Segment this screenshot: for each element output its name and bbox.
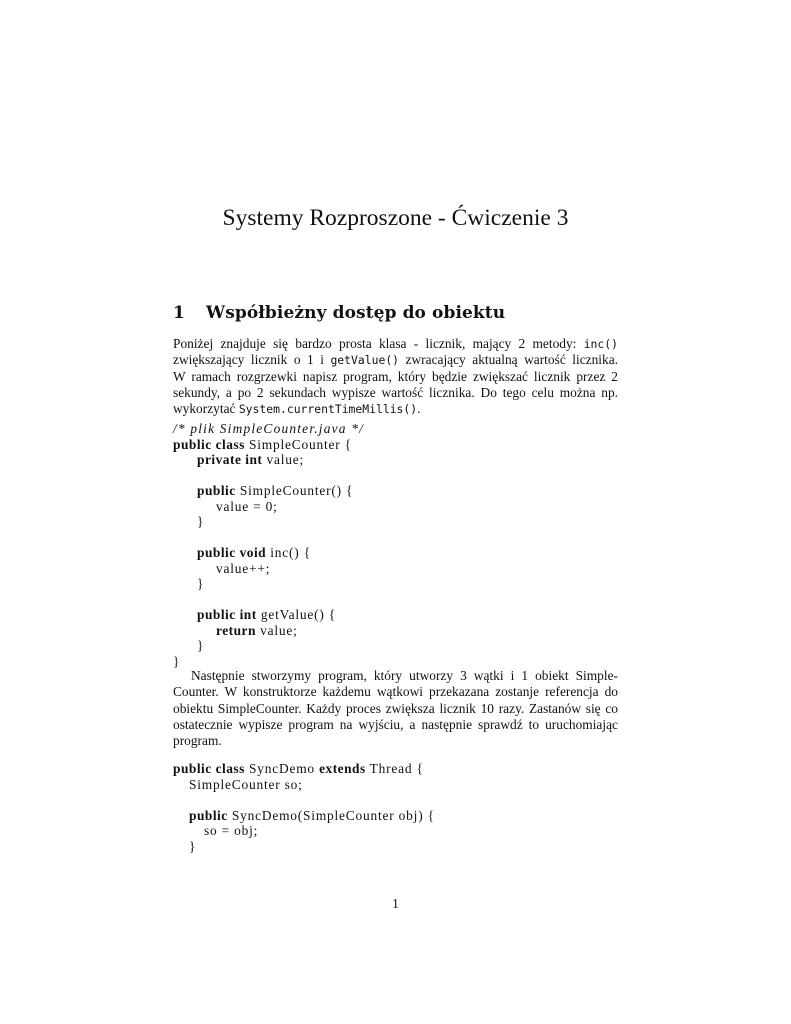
code-line: private int value; bbox=[197, 452, 305, 467]
code-line: } bbox=[197, 514, 205, 529]
code-comment: /* plik SimpleCounter.java */ bbox=[173, 421, 365, 436]
para2-line5: program. bbox=[173, 733, 222, 749]
page-number: 1 bbox=[392, 896, 399, 911]
code-line: public SyncDemo(SimpleCounter obj) { bbox=[189, 807, 435, 823]
para1-line5: wykorzytać System.currentTimeMillis(). bbox=[173, 401, 421, 417]
code-block-simplecounter bbox=[173, 421, 623, 669]
section-title: Współbieżny dostęp do obiektu bbox=[206, 303, 506, 323]
section-number: 1 bbox=[173, 303, 185, 323]
code-line: SimpleCounter so; bbox=[189, 776, 303, 792]
code-line: return value; bbox=[216, 622, 298, 638]
code-blank-line bbox=[173, 792, 623, 808]
para2-line1: Następnie stworzymy program, który utworzy 3 wątki i 1 obiekt Simple- bbox=[191, 668, 618, 683]
inline-code-currenttimemillis: System.currentTimeMillis() bbox=[238, 402, 418, 417]
para1-line4: sekundy, a po 2 sekundach wypisze wartość licznika. Do tego celu można np. bbox=[173, 384, 618, 400]
code-line: public void inc() { bbox=[197, 545, 311, 560]
code-line: } bbox=[189, 838, 197, 854]
code-blank-line bbox=[173, 592, 623, 608]
inline-code-inc: inc() bbox=[583, 337, 618, 351]
inline-code-getvalue: getValue() bbox=[330, 353, 400, 368]
section-heading bbox=[173, 303, 505, 323]
code-blank-line bbox=[173, 468, 623, 484]
para2-line4: ostatecznie wypisze program na wyjściu, a następnie sprawdź to uruchomiając bbox=[173, 716, 618, 732]
code-line: public SimpleCounter() { bbox=[197, 483, 354, 498]
code-line: public class SyncDemo extends Thread { bbox=[173, 761, 424, 776]
code-line: public class SimpleCounter { bbox=[173, 436, 352, 452]
code-line: value = 0; bbox=[216, 498, 278, 514]
code-block-syncdemo bbox=[173, 761, 623, 854]
code-line: } bbox=[197, 638, 205, 653]
document-title: Systemy Rozproszone - Ćwiczenie 3 bbox=[222, 205, 569, 231]
intro-paragraph bbox=[173, 336, 618, 417]
syncdemo-paragraph bbox=[173, 668, 618, 749]
para1-line2: zwiększający licznik o 1 i getValue() zwracający aktualną wartość licznika. bbox=[173, 352, 618, 368]
code-line: } bbox=[173, 653, 181, 669]
code-line: public int getValue() { bbox=[197, 607, 336, 622]
code-line: so = obj; bbox=[204, 823, 259, 838]
para1-line3: W ramach rozgrzewki napisz program, który będzie zwiększać licznik przez 2 bbox=[173, 368, 618, 384]
code-line: value++; bbox=[216, 560, 271, 576]
para1-line1: Poniżej znajduje się bardzo prosta klasa - licznik, mający 2 metody: inc() bbox=[173, 336, 618, 351]
para2-line3: obiektu SimpleCounter. Każdy proces zwiększa licznik 10 razy. Zastanów się co bbox=[173, 700, 618, 716]
code-line: } bbox=[197, 576, 205, 591]
para2-line2: Counter. W konstruktorze każdemu wątkowi przekazana zostanje referencja do bbox=[173, 684, 618, 700]
code-blank-line bbox=[173, 530, 623, 546]
